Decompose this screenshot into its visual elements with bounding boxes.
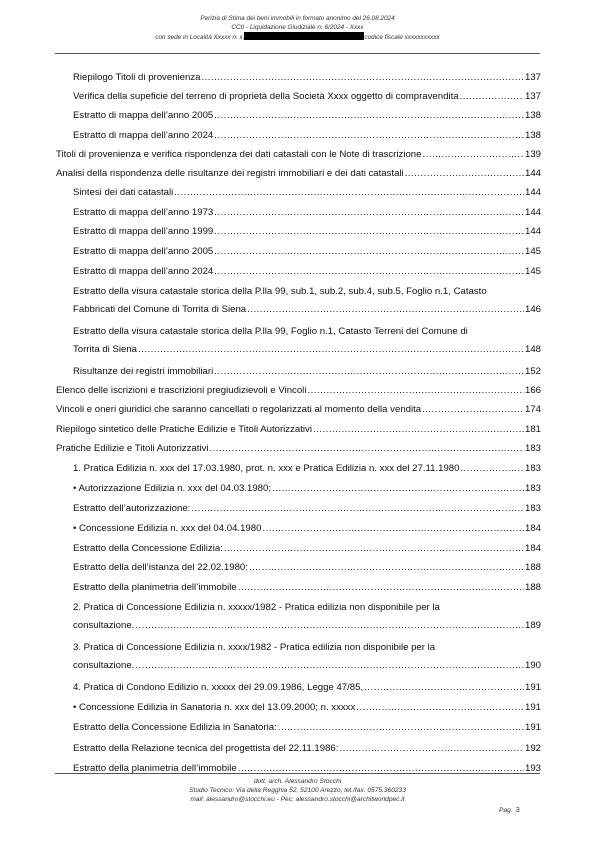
toc-page-number: 137 — [524, 91, 541, 103]
toc-dot-leader — [214, 207, 524, 218]
toc-page-number: 188 — [524, 582, 541, 594]
toc-entry-title: Titoli di provenienza e verifica rispondenza dei dati catastali con le Note di trascrizione — [56, 148, 422, 160]
toc-dot-leader — [247, 304, 524, 315]
toc-dot-leader — [460, 91, 524, 102]
header-line-3 — [0, 32, 595, 43]
toc-entry-title: Estratto di mappa dell’anno 2005 — [73, 245, 214, 257]
toc-dot-leader — [405, 168, 524, 179]
toc-entry-title: Risultanze dei registri immobiliari — [73, 365, 214, 377]
toc-entry-title: Estratto della Relazione tecnica del progettista del 22.11.1986: — [73, 742, 339, 754]
toc-page-number: 183 — [524, 502, 541, 514]
footer-contacts: mail: alessandro@stocchi.eu - Pec: alessandro.stocchi@architworldpec.it — [190, 796, 405, 803]
toc-entry-title: Estratto della planimetria dell’immobile — [73, 762, 237, 774]
toc-entry-title: • Autorizzazione Edilizia n. xxx del 04.03.1980; — [73, 482, 272, 494]
toc-entry[interactable] — [73, 743, 541, 754]
toc-entry-title: Estratto di mappa dell’anno 2024 — [73, 265, 214, 277]
toc-dot-leader — [214, 110, 524, 121]
toc-dot-leader — [138, 344, 524, 355]
toc-entry-title: Sintesi dei dati catastali — [73, 187, 174, 199]
toc-page-number: 184 — [524, 542, 541, 554]
toc-dot-leader — [214, 266, 524, 277]
toc-dot-leader — [135, 620, 524, 631]
toc-dot-leader — [224, 543, 524, 554]
toc-entry[interactable] — [73, 207, 541, 218]
toc-entry[interactable] — [56, 149, 541, 160]
toc-entry-title-first-line: Estratto della visura catastale storica della P.lla 99, Foglio n.1, Catasto Terreni del Comune di — [73, 325, 468, 337]
toc-entry[interactable] — [73, 523, 541, 534]
toc-dot-leader — [307, 385, 524, 396]
toc-page-number: 191 — [524, 722, 541, 734]
toc-page-number: 183 — [524, 462, 541, 474]
toc-page-number: 144 — [524, 187, 541, 199]
toc-entry-title: Estratto della Concessione Edilizia: — [73, 542, 223, 554]
toc-page-number: 138 — [524, 110, 541, 122]
page-footer — [0, 777, 595, 804]
toc-entry[interactable] — [73, 187, 541, 198]
toc-entry-title: Riepilogo sintetico delle Pratiche Edilizie e Titoli Autorizzativi — [56, 423, 312, 435]
toc-entry-title: Elenco delle iscrizioni e trascrizioni pregiudizievoli e Vincoli — [56, 385, 307, 397]
toc-entry[interactable] — [56, 443, 541, 454]
toc-entry[interactable] — [56, 424, 541, 435]
toc-dot-leader — [191, 503, 524, 514]
toc-dot-leader — [356, 702, 524, 713]
toc-entry[interactable] — [73, 503, 541, 514]
toc-entry-title: 4. Pratica di Condono Edilizio n. xxxxx del 29.09.1986, Legge 47/85, — [73, 682, 364, 694]
toc-page-number: 188 — [524, 562, 541, 574]
toc-entry[interactable] — [73, 642, 541, 671]
toc-entry-title: Riepilogo Titoli di provenienza — [73, 72, 201, 84]
toc-page-number: 166 — [524, 385, 541, 397]
toc-entry-title: Fabbricati del Comune di Torrita di Siena — [73, 303, 247, 315]
toc-entry[interactable] — [73, 130, 541, 141]
toc-dot-leader — [214, 366, 524, 377]
toc-entry-title: • Concessione Edilizia n. xxx del 04.04.1980 — [73, 522, 262, 534]
toc-dot-leader — [278, 722, 524, 733]
toc-dot-leader — [214, 246, 524, 257]
toc-dot-leader — [249, 562, 524, 573]
toc-entry-title: Estratto della Concessione Edilizia in Sanatoria: — [73, 722, 277, 734]
toc-entry-title: Vincoli e oneri giuridici che saranno cancellati o regolarizzati al momento della vendita — [56, 404, 422, 416]
toc-entry-title: 1. Pratica Edilizia n. xxx del 17.03.1980, prot. n. xxx e Pratica Edilizia n. xxx del 27.11.1980 — [73, 462, 460, 474]
toc-entry-title: Estratto di mappa dell’anno 1973 — [73, 207, 214, 219]
page-label: Pag. — [499, 807, 513, 814]
toc-page-number: 181 — [524, 423, 541, 435]
toc-dot-leader — [313, 424, 524, 435]
toc-page-number: 137 — [524, 72, 541, 84]
toc-page-number: 145 — [524, 245, 541, 257]
toc-dot-leader — [262, 523, 524, 534]
toc-entry[interactable] — [73, 326, 541, 355]
footer-studio: Studio Tecnico: Via della Regghia 52, 52100 Arezzo, tel./fax. 0575.360233 — [189, 787, 406, 794]
toc-page-number: 138 — [524, 129, 541, 141]
toc-entry[interactable] — [56, 404, 541, 415]
toc-entry-title: consultazione. — [73, 620, 135, 632]
toc-entry-title: Analisi della rispondenza delle risultanze dei registri immobiliari e dei dati catastali — [56, 168, 404, 180]
toc-dot-leader — [238, 763, 524, 774]
toc-page-number: 144 — [524, 226, 541, 238]
toc-entry-title: Verifica della supeficie del terreno di proprietà della Società Xxxx oggetto di compravendita — [73, 91, 459, 103]
toc-entry-title: consultazione. — [73, 660, 135, 672]
toc-entry[interactable] — [73, 682, 541, 693]
header-line-1: Perizia di Stima dei beni immobili in formato anonimo del 26.08.2024 — [200, 15, 395, 22]
toc-entry[interactable] — [73, 763, 541, 774]
toc-page-number: 193 — [524, 762, 541, 774]
page-header — [0, 15, 595, 43]
toc-entry-title-first-line: 3. Pratica di Concessione Edilizia n. xxxx/1982 - Pratica edilizia non disponibile per la — [73, 642, 436, 654]
toc-page-number: 191 — [524, 682, 541, 694]
toc-dot-leader — [214, 130, 524, 141]
toc-entry-title: • Concessione Edilizia in Sanatoria n. xxx del 13.09.2000; n. xxxxx — [73, 702, 356, 714]
toc-entry[interactable] — [73, 246, 541, 257]
toc-page-number: 152 — [524, 365, 541, 377]
toc-dot-leader — [174, 187, 524, 198]
toc-entry[interactable] — [73, 366, 541, 377]
toc-page-number: 174 — [524, 404, 541, 416]
header-address: con sede in Località Xxxxx n. x, — [155, 34, 245, 42]
toc-page-number: 144 — [524, 168, 541, 180]
toc-entry-title: Pratiche Edilizie e Titoli Autorizzativi — [56, 442, 209, 454]
toc-entry[interactable] — [73, 722, 541, 733]
header-fiscal-code: codice fiscale xxxxxxxxxxx — [364, 34, 440, 42]
toc-page-number: 146 — [524, 303, 541, 315]
toc-entry[interactable] — [73, 91, 541, 102]
toc-page-number: 139 — [524, 148, 541, 160]
toc-entry[interactable] — [73, 266, 541, 277]
toc-page-number: 183 — [524, 442, 541, 454]
toc-dot-leader — [238, 582, 524, 593]
toc-dot-leader — [364, 682, 524, 693]
toc-entry[interactable] — [73, 602, 541, 631]
toc-entry-title: Torrita di Siena — [73, 343, 137, 355]
toc-dot-leader — [201, 72, 524, 83]
toc-page-number: 189 — [524, 620, 541, 632]
toc-entry-title: Estratto di mappa dell’anno 2024 — [73, 129, 214, 141]
redaction-bar — [244, 32, 364, 40]
toc-entry[interactable] — [56, 385, 541, 396]
toc-entry-title-first-line: 2. Pratica di Concessione Edilizia n. xxxxx/1982 - Pratica edilizia non disponibile per la — [73, 602, 440, 614]
toc-dot-leader — [339, 743, 524, 754]
toc-entry[interactable] — [73, 286, 541, 315]
footer-divider — [55, 773, 540, 774]
toc-entry[interactable] — [73, 582, 541, 593]
toc-dot-leader — [210, 443, 524, 454]
toc-page-number: 145 — [524, 265, 541, 277]
toc-entry-title: Estratto della planimetria dell’immobile — [73, 582, 237, 594]
toc-page-number: 184 — [524, 522, 541, 534]
toc-dot-leader — [272, 483, 524, 494]
toc-entry-title-first-line: Estratto della visura catastale storica della P.lla 99, sub.1, sub.2, sub.4, sub.5, Foglio n.1, Catasto — [73, 285, 487, 297]
toc-page-number: 190 — [524, 660, 541, 672]
toc-dot-leader — [135, 660, 524, 671]
toc-entry-title: Estratto di mappa dell’anno 1999 — [73, 226, 214, 238]
toc-entry[interactable] — [73, 463, 541, 474]
toc-entry[interactable] — [73, 226, 541, 237]
toc-dot-leader — [214, 226, 524, 237]
header-divider — [55, 53, 540, 54]
toc-page-number: 148 — [524, 343, 541, 355]
toc-page-number: 191 — [524, 702, 541, 714]
page-number-value: 3 — [515, 805, 520, 814]
toc-entry[interactable] — [73, 483, 541, 494]
footer-author: dott. arch. Alessandro Stocchi — [253, 778, 342, 785]
toc-page-number: 144 — [524, 207, 541, 219]
toc-entry[interactable] — [73, 562, 541, 573]
toc-dot-leader — [422, 149, 524, 160]
toc-dot-leader — [422, 404, 524, 415]
toc-entry[interactable] — [73, 110, 541, 121]
toc-page-number: 183 — [524, 482, 541, 494]
toc-page-number: 192 — [524, 742, 541, 754]
header-line-2: CCII - Liquidazione Giudiziale n. 6/2024 - Xxxx — [231, 23, 364, 31]
toc-entry[interactable] — [73, 702, 541, 713]
toc-entry[interactable] — [73, 543, 541, 554]
toc-dot-leader — [460, 463, 524, 474]
toc-entry-title: Estratto dell’autorizzazione: — [73, 502, 191, 514]
page-number — [499, 805, 520, 814]
toc-entry[interactable] — [56, 168, 541, 179]
toc-entry-title: Estratto di mappa dell’anno 2005 — [73, 110, 214, 122]
toc-entry-title: Estratto della dell’istanza del 22.02.1980: — [73, 562, 248, 574]
toc-entry[interactable] — [73, 72, 541, 83]
